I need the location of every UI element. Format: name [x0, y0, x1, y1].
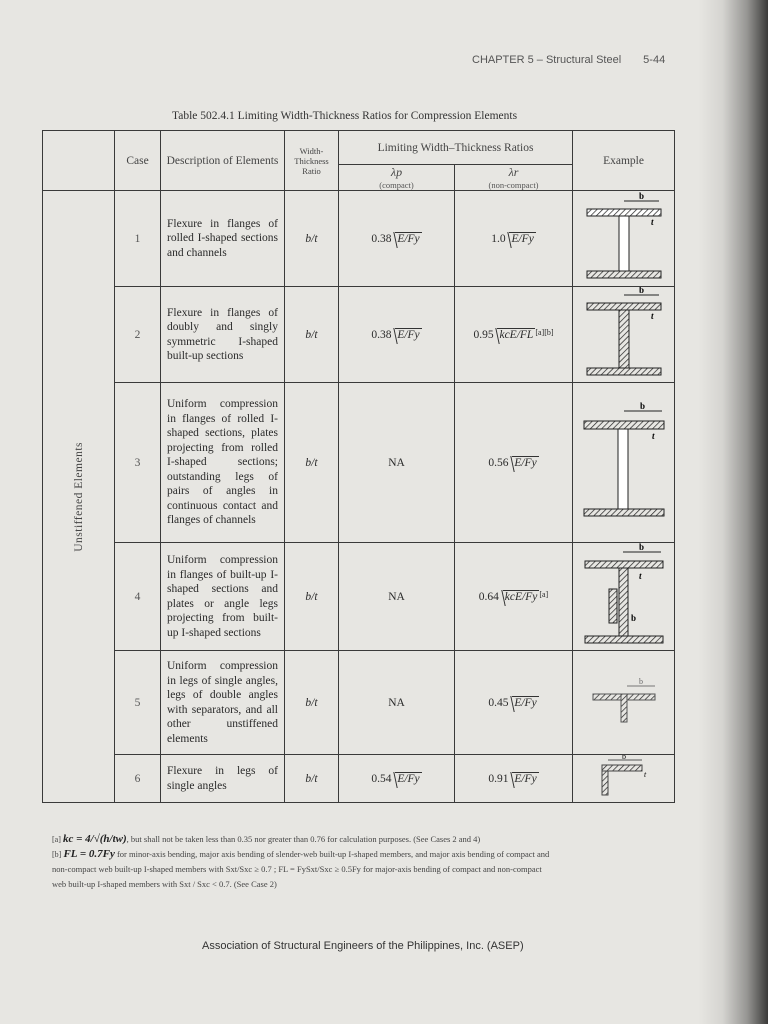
side-header-cell	[43, 131, 115, 191]
lambda-r-formula	[488, 457, 538, 469]
table-row	[43, 287, 675, 383]
formula-coef: 0.38	[371, 233, 392, 245]
formula-radical: E/Fy	[514, 457, 537, 469]
lambda-r-formula	[488, 773, 538, 785]
lambda-p-cell	[339, 755, 455, 803]
lambda-p-note: (compact)	[379, 180, 414, 190]
footnote-a-formula: kc = 4/√(h/tw)	[63, 833, 127, 845]
lambda-p-formula	[371, 329, 421, 341]
formula-radical: E/Fy	[514, 697, 537, 709]
col-description: Description of Elements	[161, 131, 285, 191]
formula-coef: 0.95	[473, 329, 494, 341]
formula-radical: kcE/Fy	[504, 591, 538, 603]
lambda-r-formula	[491, 233, 536, 245]
page-number: 5-44	[643, 54, 666, 66]
table-row	[43, 383, 675, 543]
single-angle-diagram	[594, 755, 654, 799]
table-row	[43, 191, 675, 287]
bottom-flange	[587, 271, 661, 278]
rolled-i-section-diagram	[581, 191, 667, 283]
ratio-cell: b/t	[285, 651, 339, 755]
b-label: b	[638, 287, 644, 295]
case-cell: 3	[115, 383, 161, 543]
footnote-b	[52, 847, 692, 862]
description-cell: Flexure in flanges of rolled I-shaped sections and channels	[161, 191, 285, 287]
table-row	[43, 755, 675, 803]
angle-leg	[609, 589, 617, 623]
web	[619, 568, 628, 636]
ratio-cell: b/t	[285, 383, 339, 543]
top-flange	[587, 303, 661, 310]
description-cell: Flexure in flanges of doubly and singly symmetric I-shaped built-up sections	[161, 287, 285, 383]
angle-leg-right	[627, 694, 655, 700]
formula-coef: 0.64	[478, 591, 499, 603]
lambda-r-formula	[479, 591, 548, 603]
lambda-p-cell: NA	[339, 543, 455, 651]
lambda-r-cell	[455, 191, 573, 287]
formula-radical: E/Fy	[514, 773, 537, 785]
example-cell	[573, 287, 675, 383]
formula-coef: 0.54	[371, 773, 392, 785]
table-header-row	[43, 131, 675, 165]
ratio-cell: b/t	[285, 543, 339, 651]
top-flange	[584, 421, 664, 429]
example-cell	[573, 191, 675, 287]
t-label: t	[650, 311, 654, 321]
formula-radical: kcE/FL	[499, 329, 534, 341]
web	[619, 216, 629, 271]
ratio-cell: b/t	[285, 191, 339, 287]
example-cell	[573, 651, 675, 755]
lambda-p-cell: NA	[339, 383, 455, 543]
table-title: Table 502.4.1 Limiting Width-Thickness Ratios for Compression Elements	[172, 110, 518, 122]
lambda-r-symbol: λr	[508, 165, 519, 179]
lambda-p-cell	[339, 287, 455, 383]
formula-radical: E/Fy	[397, 329, 420, 341]
unstiffened-elements-label: Unstiffened Elements	[72, 441, 85, 552]
col-width-thickness: Width-Thickness Ratio	[285, 131, 339, 191]
bottom-flange	[587, 368, 661, 375]
footnote-b-mark: [b]	[52, 850, 62, 859]
b-label-lower: b	[630, 613, 636, 623]
angle-leg-vertical	[602, 771, 608, 795]
top-flange-hatch	[587, 209, 661, 216]
formula-coef: 1.0	[491, 233, 506, 245]
b-label: b	[638, 191, 644, 201]
col-limiting: Limiting Width–Thickness Ratios	[339, 131, 573, 165]
example-cell	[573, 543, 675, 651]
col-example: Example	[573, 131, 675, 191]
lambda-p-symbol: λp	[390, 165, 403, 179]
b-label: b	[638, 677, 643, 686]
lambda-r-note: (non-compact)	[488, 180, 539, 190]
lambda-p-formula	[371, 773, 421, 785]
formula-radical: E/Fy	[397, 233, 420, 245]
case-cell: 1	[115, 191, 161, 287]
running-header	[472, 54, 665, 66]
case-cell: 5	[115, 651, 161, 755]
example-cell	[573, 383, 675, 543]
limiting-ratios-table	[42, 130, 675, 803]
description-cell: Uniform compression in flanges of rolled I-shaped sections, plates projecting from rolled I-shaped sections; outstanding legs of pairs of angles in continuous contact and flanges of channels	[161, 383, 285, 543]
side-label-cell	[43, 191, 115, 803]
ratio-cell: b/t	[285, 287, 339, 383]
lambda-p-formula	[371, 233, 421, 245]
footnote-a	[52, 832, 692, 847]
lambda-r-cell	[455, 287, 573, 383]
rolled-i-section-plate-diagram	[578, 401, 670, 521]
t-label: t	[638, 571, 642, 581]
web	[618, 429, 628, 509]
col-lambda-r	[455, 165, 573, 191]
separator	[621, 694, 627, 722]
built-up-section-angles-diagram	[579, 543, 669, 647]
bottom-flange	[584, 509, 664, 516]
formula-radical: E/Fy	[511, 233, 534, 245]
angle-leg-horizontal	[602, 765, 642, 771]
web	[619, 310, 629, 368]
built-up-i-section-diagram	[581, 287, 667, 379]
t-label: t	[650, 217, 654, 227]
bottom-flange	[585, 636, 663, 643]
formula-coef: 0.91	[488, 773, 509, 785]
b-label: b	[638, 543, 644, 552]
description-cell: Flexure in legs of single angles	[161, 755, 285, 803]
col-lambda-p	[339, 165, 455, 191]
lambda-r-cell	[455, 383, 573, 543]
formula-coef: 0.56	[488, 457, 509, 469]
lambda-r-formula	[473, 329, 553, 341]
lambda-r-cell	[455, 755, 573, 803]
top-flange	[585, 561, 663, 568]
formula-radical: E/Fy	[397, 773, 420, 785]
chapter-title: CHAPTER 5 – Structural Steel	[472, 54, 622, 66]
lambda-p-cell	[339, 191, 455, 287]
angle-leg-left	[593, 694, 621, 700]
footnote-b-text-1: for minor-axis bending, major axis bending of slender-web built-up I-shaped members, and major axis bending of compact and	[116, 849, 550, 859]
description-cell: Uniform compression in legs of single angles, legs of double angles with separators, and all other unstiffened elements	[161, 651, 285, 755]
formula-coef: 0.45	[488, 697, 509, 709]
formula-coef: 0.38	[371, 329, 392, 341]
case-cell: 4	[115, 543, 161, 651]
footnote-a-text: , but shall not be taken less than 0.35 nor greater than 0.76 for calculation purposes. (See Cases 2 and 4)	[126, 834, 481, 844]
footnote-a-mark: [a]	[52, 835, 61, 844]
footnote-mark: [a][b]	[535, 328, 554, 337]
footnote-mark: [a]	[539, 590, 549, 599]
table-row	[43, 543, 675, 651]
col-case: Case	[115, 131, 161, 191]
t-label: t	[651, 431, 655, 441]
lambda-r-formula	[488, 697, 538, 709]
b-label: b	[621, 755, 626, 761]
example-cell	[573, 755, 675, 803]
footnote-b-line-2: non-compact web built-up I-shaped members with Sxt/Sxc ≥ 0.7 ; FL = FySxt/Sxc ≥ 0.5Fy for major-axis bending of compact and non-compact	[52, 864, 542, 874]
table-row	[43, 651, 675, 755]
page-binding-shadow	[698, 0, 768, 1024]
case-cell: 2	[115, 287, 161, 383]
case-cell: 6	[115, 755, 161, 803]
description-cell: Uniform compression in flanges of built-up I-shaped sections and plates or angle legs projecting from built-up I-shaped sections	[161, 543, 285, 651]
footnote-b-formula: FL = 0.7Fy	[63, 848, 115, 860]
ratio-cell: b/t	[285, 755, 339, 803]
lambda-r-cell	[455, 651, 573, 755]
b-label: b	[639, 401, 645, 411]
lambda-r-cell	[455, 543, 573, 651]
page-footer: Association of Structural Engineers of the Philippines, Inc. (ASEP)	[202, 940, 524, 952]
t-label: t	[643, 770, 646, 779]
double-angle-diagram	[589, 676, 659, 726]
footnote-b-line-3: web built-up I-shaped members with Sxt / Sxc < 0.7. (See Case 2)	[52, 879, 277, 889]
lambda-p-cell: NA	[339, 651, 455, 755]
footnotes	[52, 832, 692, 892]
